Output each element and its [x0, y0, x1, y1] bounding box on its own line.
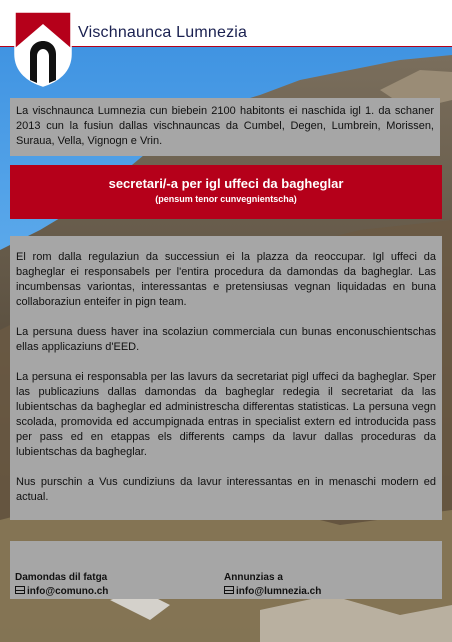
contact-applications-label: Annunzias a	[224, 572, 283, 583]
mail-icon	[15, 586, 25, 594]
job-title-banner	[10, 165, 442, 219]
job-title: secretari/-a per igl uffeci da bagheglar	[108, 176, 344, 191]
contact-questions	[15, 571, 108, 599]
mail-icon	[224, 586, 234, 594]
site-title: Vischnaunca Lumnezia	[78, 24, 248, 41]
contact-applications-email[interactable]: info@lumnezia.ch	[236, 586, 322, 597]
paragraph: La persuna duess haver ina scolaziun commerciala cun bunas enconuschientschas ellas applicaziuns d'EED.	[16, 326, 436, 353]
coat-of-arms-icon	[13, 10, 73, 88]
contact-applications	[224, 571, 321, 599]
contact-footer	[10, 541, 442, 599]
contact-applications-email-row[interactable]	[224, 585, 321, 599]
contact-questions-label: Damondas dil fatga	[15, 572, 108, 583]
paragraph: La persuna ei responsabla per las lavurs da secretariat pigl uffeci da bagheglar. Sper las publicaziuns dallas damondas da bagheglar redegia il secretariat da las lubientschas da bagheglar ed administrescha differentas statisticas. La persuna vegn scolada, promovida ed accumpignada entras in specialist extern ed introducida pass per pass ed en etappas els differents camps da lavur dallas proceduras da lubientschas da bagheglar.	[16, 371, 436, 458]
contact-questions-email[interactable]: info@comuno.ch	[27, 586, 109, 597]
description-panel	[10, 236, 442, 520]
intro-panel	[10, 98, 440, 156]
paragraph: El rom dalla regulaziun da successiun ei la plazza da reoccupar. Igl uffeci da bagheglar ei responsabels per l'entira procedura da damondas da bagheglar. Las incumbensas variontas, interessantas e pretensiusas vegnan liquidadas en buna collaboraziun enteifer in pign team.	[16, 251, 436, 308]
job-subtitle: (pensum tenor cunvegnientscha)	[155, 194, 297, 204]
contact-questions-email-row[interactable]	[15, 585, 108, 599]
paragraph: Nus purschin a Vus cundiziuns da lavur interessantas en in menaschi modern ed actual.	[16, 476, 436, 503]
intro-text: La vischnaunca Lumnezia cun biebein 2100 habitonts ei naschida igl 1. da schaner 2013 cun la fusiun dallas vischnauncas da Cumbel, Degen, Lumbrein, Morissen, Suraua, Vella, Vignogn e Vrin.	[16, 105, 434, 147]
